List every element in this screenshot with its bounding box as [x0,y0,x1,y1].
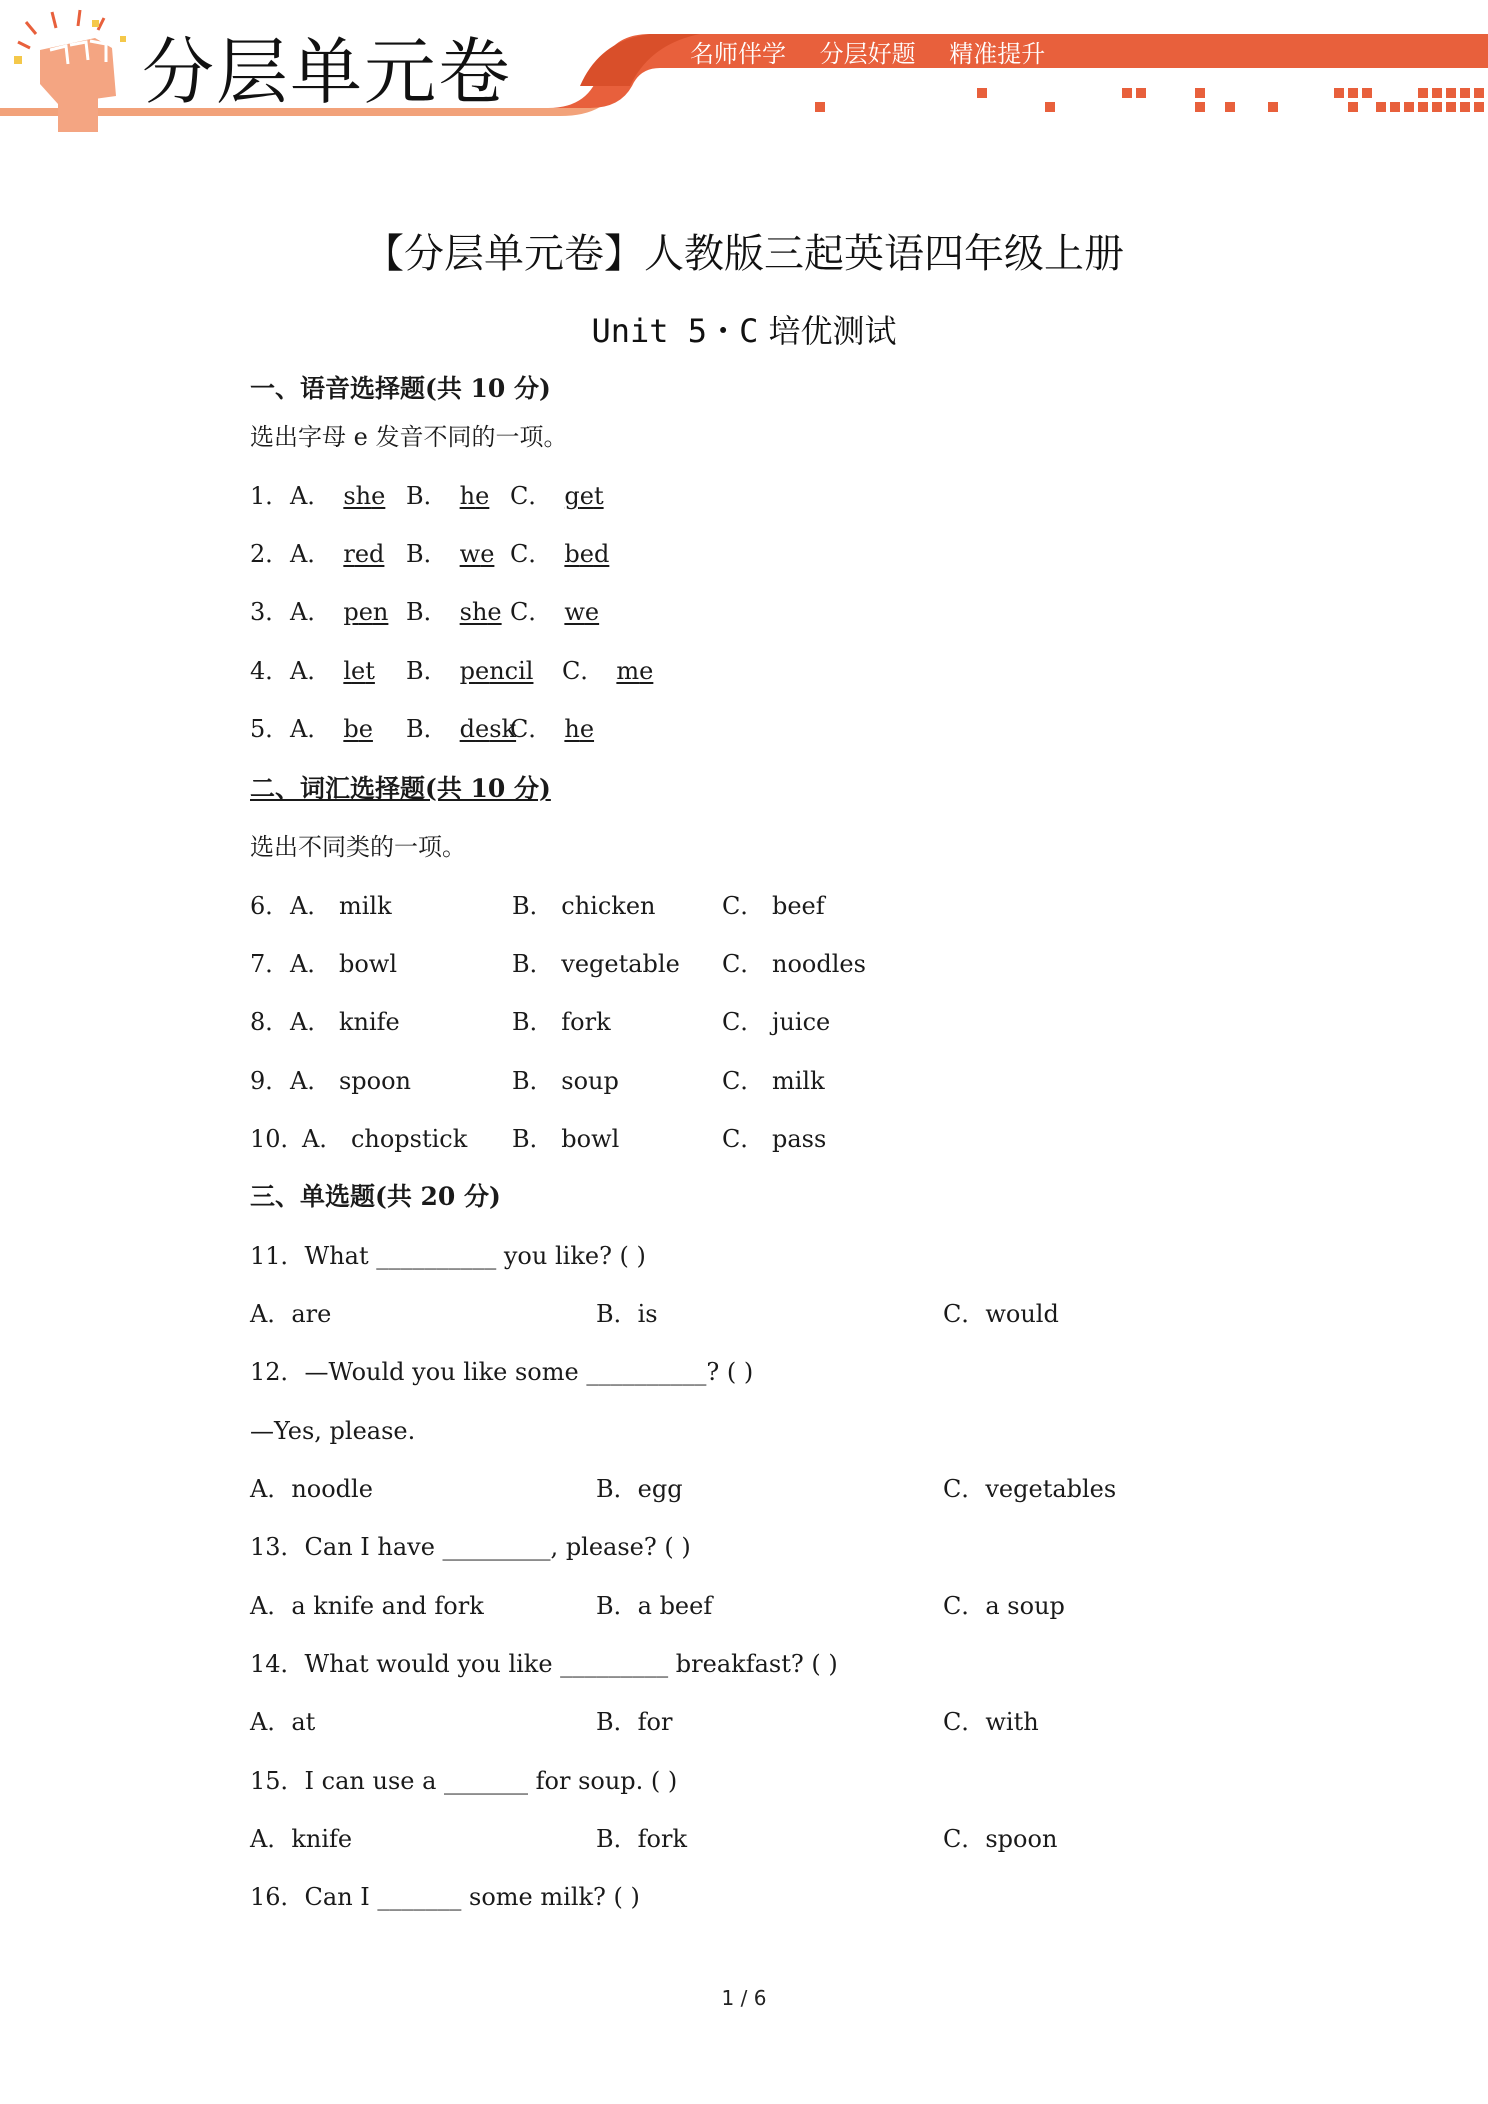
question-13-stem: 13．Can I have _________, please? ( ) [250,1533,691,1561]
option-c: C． we [510,598,600,626]
option-c: C． me [562,657,654,685]
question-12-reply: —Yes, please. [250,1417,416,1445]
page-number: 1 / 6 [721,1986,767,2010]
option-a: A． red [290,540,385,568]
question-15-stem: 15．I can use a _______ for soup. ( ) [250,1767,678,1795]
document-title: 【分层单元卷】人教版三起英语四年级上册 [364,231,1124,277]
option-b: B． she [406,598,502,626]
option-b: B． pencil [406,657,534,685]
section-2-instruction: 选出不同类的一项。 [250,833,466,861]
slogan-3: 精准提升 [949,40,1046,68]
header-slogans [690,34,1071,69]
slogan-1: 名师伴学 [690,40,786,68]
option-b: B． desk [406,715,517,743]
question-14-stem: 14．What would you like _________ breakfast? ( ) [250,1650,838,1678]
option-c: C． he [510,715,595,743]
question-11-stem: 11．What __________ you like? ( ) [250,1242,646,1270]
page-header [0,0,1488,140]
option-c: C． get [510,482,604,510]
section-1-heading: 一、语音选择题(共 10 分) [250,374,551,403]
document-subtitle [0,306,1488,352]
option-b: B． we [406,540,495,568]
option-a: A． she [290,482,386,510]
question-16-stem: 16．Can I _______ some milk? ( ) [250,1883,640,1911]
option-b: B． he [406,482,490,510]
question-12-stem: 12．—Would you like some __________? ( ) [250,1358,754,1386]
brand-title: 分层单元卷 [142,30,513,114]
slogan-2: 分层好题 [819,40,916,68]
section-3-heading: 三、单选题(共 20 分) [250,1182,501,1211]
section-2-heading: 二、词汇选择题(共 10 分) [250,774,551,803]
option-a: A． let [290,657,375,685]
option-a: A． be [290,715,373,743]
unit-label: Unit 5・C [591,312,759,350]
option-c: C． bed [510,540,610,568]
option-a: A． pen [290,598,389,626]
section-1-instruction: 选出字母 e 发音不同的一项。 [250,423,568,451]
level-label: 培优测试 [768,312,897,350]
